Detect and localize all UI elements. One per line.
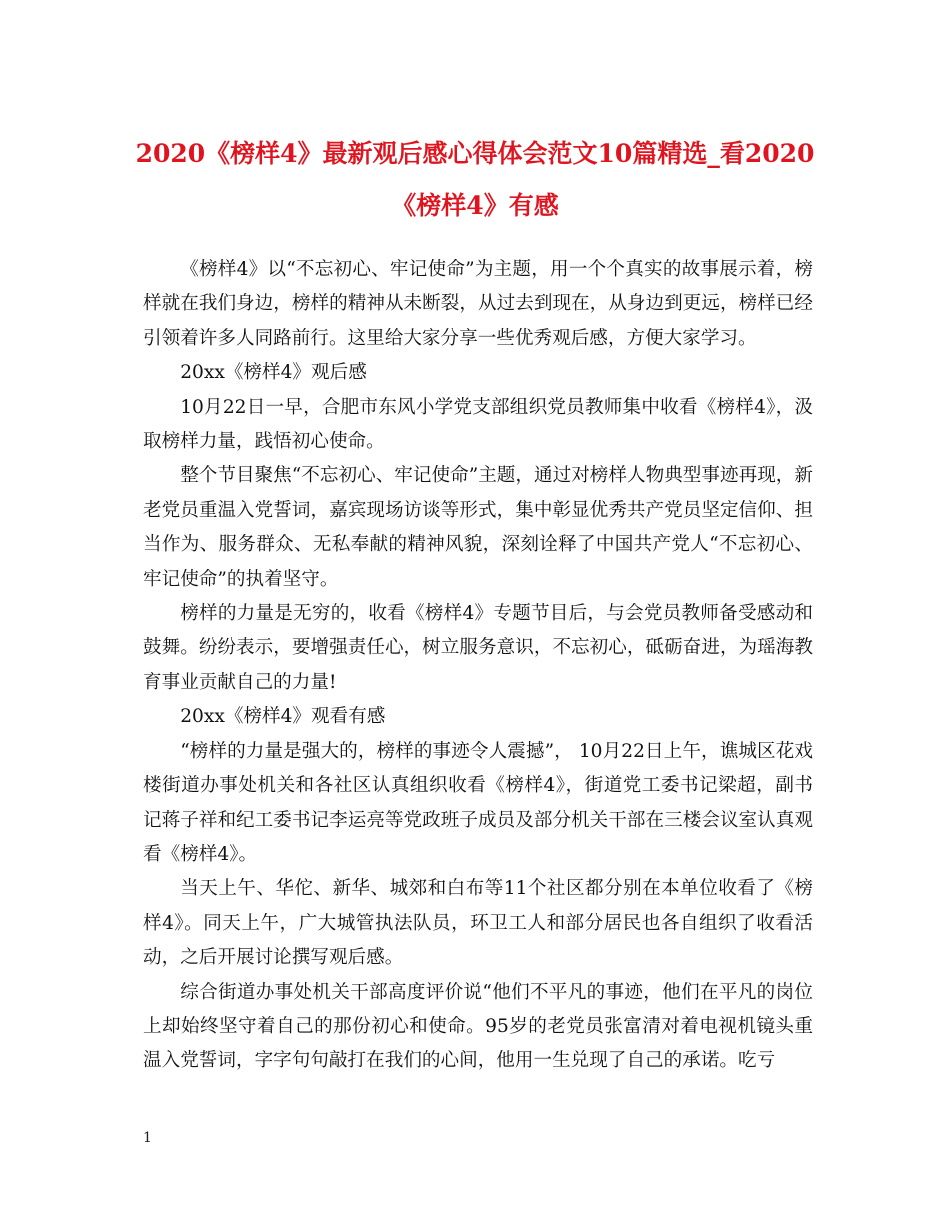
section-heading: 20xx《榜样4》观看有感 [180,706,386,728]
paragraph: 榜样的力量是无穷的，收看《榜样4》专题节目后，与会党员教师备受感动和鼓舞。纷纷表示，要增强责任心，树立服务意识，不忘初心，砥砺奋进，为瑶海教育事业贡献自己的力量! [143,603,813,693]
paragraph: 整个节目聚焦“不忘初心、牢记使命”主题，通过对榜样人物典型事迹再现，新老党员重温入党誓词，嘉宾现场访谈等形式，集中彰显优秀共产党员坚定信仰、担当作为、服务群众、无私奉献的精神风貌，深刻诠释了中国共产党人“不忘初心、牢记使命”的执着坚守。 [143,465,813,590]
document-body [143,253,813,1079]
paragraph: 《榜样4》以“不忘初心、牢记使命”为主题，用一个个真实的故事展示着，榜样就在我们身边，榜样的精神从未断裂，从过去到现在，从身边到更远，榜样已经引领着许多人同路前行。这里给大家分享一些优秀观后感，方便大家学习。 [143,259,813,349]
paragraph: 当天上午、华佗、新华、城郊和白布等11个社区都分别在本单位收看了《榜样4》。同天上午，广大城管执法队员，环卫工人和部分居民也各自组织了收看活动，之后开展讨论撰写观后感。 [143,878,813,969]
section-heading: 20xx《榜样4》观后感 [180,362,367,384]
paragraph: 综合街道办事处机关干部高度评价说“他们不平凡的事迹，他们在平凡的岗位上却始终坚守着自己的那份初心和使命。95岁的老党员张富清对着电视机镜头重温入党誓词，字字句句敲打在我们的心间，他用一生兑现了自己的承诺。吃亏 [143,981,813,1072]
paragraph: “榜样的力量是强大的，榜样的事迹令人震撼”， 10月22日上午，谯城区花戏楼街道办事处机关和各社区认真组织收看《榜样4》，街道党工委书记梁超，副书记蒋子祥和纪工委书记李运亮等党政班子成员及部分机关干部在三楼会议室认真观看《榜样4》。 [143,740,813,865]
document-title: 2020《榜样4》最新观后感心得体会范文10篇精选_看2020《榜样4》有感 [135,139,815,220]
paragraph: 10月22日一早，合肥市东风小学党支部组织党员教师集中收看《榜样4》，汲取榜样力量，践悟初心使命。 [143,396,813,453]
page-number: 1 [143,1130,152,1146]
